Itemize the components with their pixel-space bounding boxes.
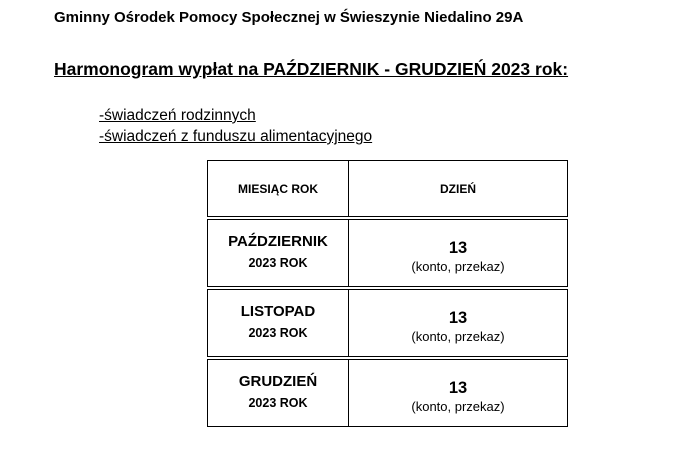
benefit-family: -świadczeń rodzinnych xyxy=(99,107,256,124)
payment-method: (konto, przekaz) xyxy=(411,329,505,344)
day-value: 13 xyxy=(448,309,468,327)
table-row xyxy=(208,358,568,427)
payment-method: (konto, przekaz) xyxy=(411,399,505,414)
day-cell xyxy=(349,218,568,288)
header-day: DZIEŃ xyxy=(349,161,568,219)
table-row xyxy=(208,288,568,358)
payment-method: (konto, przekaz) xyxy=(411,259,505,274)
table-header-row xyxy=(208,161,568,219)
header-month-year: MIESIĄC ROK xyxy=(208,161,349,219)
benefits-list xyxy=(99,105,372,147)
month-cell xyxy=(208,358,349,427)
year-label: 2023 ROK xyxy=(248,256,308,270)
organization-name: Gminny Ośrodek Pomocy Społecznej w Świeszynie Niedalino 29A xyxy=(54,9,524,26)
table-row xyxy=(208,218,568,288)
month-cell xyxy=(208,218,349,288)
month-label: LISTOPAD xyxy=(240,303,316,320)
month-label: PAŹDZIERNIK xyxy=(228,233,328,250)
day-value: 13 xyxy=(448,379,468,397)
benefit-alimony-fund: -świadczeń z funduszu alimentacyjnego xyxy=(99,128,373,145)
day-cell xyxy=(349,288,568,358)
schedule-heading: Harmonogram wypłat na PAŹDZIERNIK - GRUDZIEŃ 2023 rok: xyxy=(54,59,569,79)
day-cell xyxy=(349,358,568,427)
year-label: 2023 ROK xyxy=(248,326,308,340)
month-cell xyxy=(208,288,349,358)
payment-schedule-table xyxy=(207,160,568,427)
month-label: GRUDZIEŃ xyxy=(238,373,318,390)
day-value: 13 xyxy=(448,239,468,257)
year-label: 2023 ROK xyxy=(248,396,308,410)
